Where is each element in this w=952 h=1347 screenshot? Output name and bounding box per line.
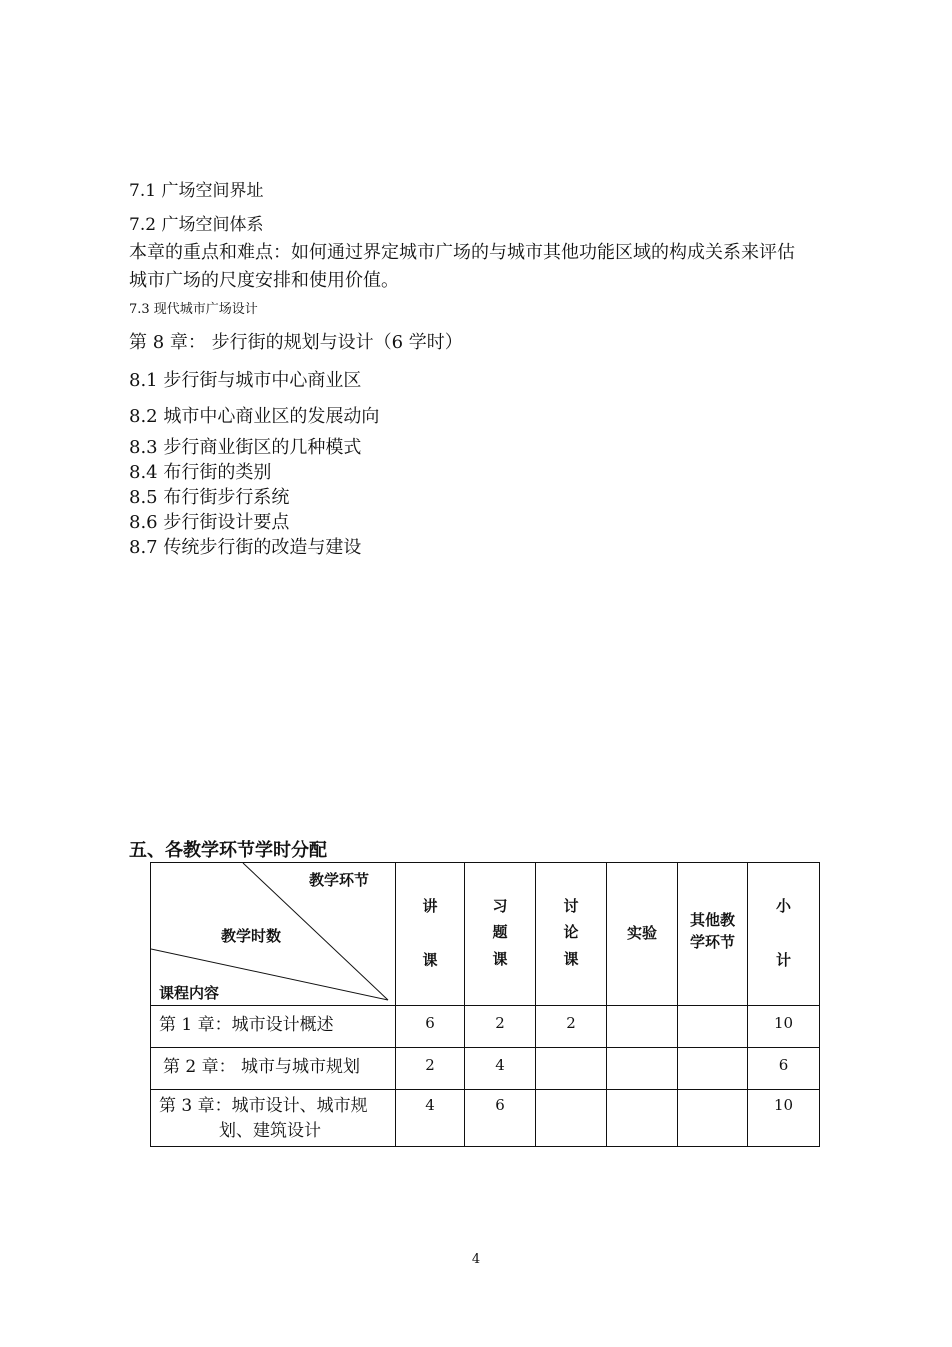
hours-allocation-table [150, 862, 820, 1147]
chapter-8-title: 第 8 章： 步行街的规划与设计（6 学时） [129, 332, 463, 353]
cell-exercise: 4 [465, 1048, 536, 1090]
text-line-7-2: 7.2 广场空间体系 [129, 215, 264, 235]
cell-discussion: 2 [536, 1006, 607, 1048]
row-label-ch2: 第 2 章： 城市与城市规划 [151, 1048, 396, 1090]
col-header-other: 其他教 学环节 [678, 863, 748, 1006]
cell-subtotal: 6 [748, 1048, 820, 1090]
row-label-ch3-line2: 划、建筑设计 [219, 1120, 321, 1141]
section-heading: 五、各教学环节学时分配 [129, 840, 327, 861]
text-line-8-6: 8.6 步行街设计要点 [129, 512, 290, 533]
row-label-ch1: 第 1 章：城市设计概述 [151, 1006, 396, 1048]
text-line-8-7: 8.7 传统步行街的改造与建设 [129, 537, 362, 558]
table-row [151, 1006, 820, 1048]
cell-other [678, 1090, 748, 1147]
text-line-7-3: 7.3 现代城市广场设计 [129, 302, 258, 317]
table-row [151, 1048, 820, 1090]
cell-other [678, 1048, 748, 1090]
cell-experiment [607, 1048, 678, 1090]
cell-subtotal: 10 [748, 1090, 820, 1147]
cell-other [678, 1006, 748, 1048]
cell-lecture: 4 [396, 1090, 465, 1147]
row-label-ch3 [151, 1090, 396, 1147]
table-header-row [151, 863, 820, 1006]
text-line-7-1: 7.1 广场空间界址 [129, 181, 264, 201]
text-line-focus-1: 本章的重点和难点：如何通过界定城市广场的与城市其他功能区域的构成关系来评估 [129, 242, 795, 263]
corner-label-top-right: 教学环节 [309, 871, 370, 889]
cell-experiment [607, 1006, 678, 1048]
cell-subtotal: 10 [748, 1006, 820, 1048]
col-header-exercise: 习 题 课 [465, 863, 536, 1006]
corner-label-bottom-left: 课程内容 [159, 984, 220, 1002]
text-line-8-3: 8.3 步行商业街区的几种模式 [129, 437, 362, 458]
text-line-8-1: 8.1 步行街与城市中心商业区 [129, 370, 362, 391]
cell-exercise: 6 [465, 1090, 536, 1147]
cell-exercise: 2 [465, 1006, 536, 1048]
col-header-lecture: 讲 课 [396, 863, 465, 1006]
cell-discussion [536, 1048, 607, 1090]
text-line-8-4: 8.4 布行街的类别 [129, 462, 272, 483]
col-header-discussion: 讨 论 课 [536, 863, 607, 1006]
text-line-8-5: 8.5 布行街步行系统 [129, 487, 290, 508]
text-line-8-2: 8.2 城市中心商业区的发展动向 [129, 406, 380, 427]
table-row [151, 1090, 820, 1147]
corner-label-middle: 教学时数 [221, 927, 282, 945]
row-label-ch3-line1: 第 3 章：城市设计、城市规 [159, 1096, 368, 1116]
cell-discussion [536, 1090, 607, 1147]
cell-experiment [607, 1090, 678, 1147]
text-line-focus-2: 城市广场的尺度安排和使用价值。 [129, 270, 399, 291]
cell-lecture: 2 [396, 1048, 465, 1090]
col-header-subtotal: 小 计 [748, 863, 820, 1006]
col-header-experiment: 实验 [607, 863, 678, 1006]
corner-header-cell [151, 863, 396, 1006]
page-number: 4 [471, 1252, 481, 1267]
cell-lecture: 6 [396, 1006, 465, 1048]
